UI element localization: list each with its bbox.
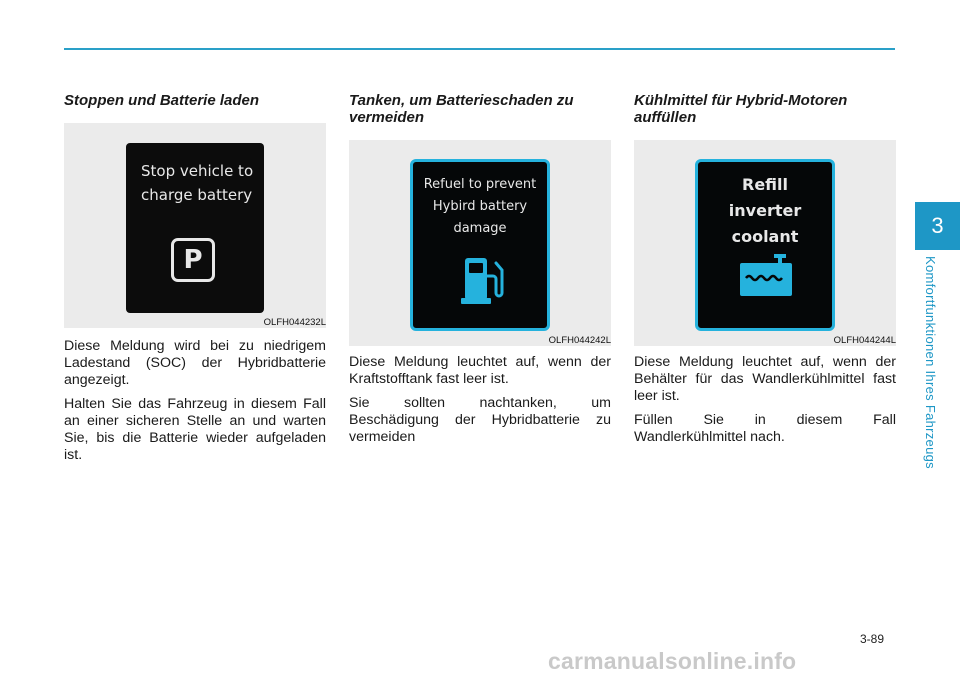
- paragraph: Diese Meldung leuchtet auf, wenn der Behälter für das Wandlerkühlmittel fast leer ist.: [634, 354, 896, 404]
- watermark: carmanualsonline.info: [548, 648, 797, 674]
- section-title: Tanken, um Batterieschaden zu vermeiden: [349, 92, 574, 126]
- section-body: [634, 354, 896, 453]
- park-p-icon: [171, 238, 215, 282]
- paragraph: Halten Sie das Fahrzeug in diesem Fall an einer sicheren Stelle an und warten Sie, bis die Batterie wieder aufgeladen ist.: [64, 396, 326, 463]
- coolant-tank-icon: [738, 254, 794, 298]
- screen-line: charge battery: [141, 186, 253, 204]
- chapter-tab: 3: [915, 202, 960, 250]
- cluster-screen: [695, 159, 835, 331]
- section-title: Stoppen und Batterie laden: [64, 92, 260, 109]
- cluster-screen: [410, 159, 550, 331]
- cluster-screen: [126, 143, 264, 313]
- screen-line: Hybird battery: [432, 199, 528, 214]
- paragraph: Füllen Sie in diesem Fall Wandlerkühlmittel nach.: [634, 412, 896, 445]
- screen-line: Refuel to prevent: [423, 177, 537, 192]
- park-p-letter: P: [183, 245, 203, 275]
- section-body: [349, 354, 611, 453]
- page-number: 3-89: [860, 632, 885, 646]
- screen-line: damage: [453, 221, 507, 236]
- section-title: Kühlmittel für Hybrid-Motoren auffüllen: [634, 92, 848, 126]
- paragraph: Diese Meldung wird bei zu niedrigem Ladestand (SOC) der Hybridbatterie angezeigt.: [64, 338, 326, 388]
- section-coolant: [634, 92, 896, 445]
- screen-line: Stop vehicle to: [141, 162, 254, 180]
- figure-refuel: [349, 140, 611, 346]
- paragraph: Diese Meldung leuchtet auf, wenn der Kraftstofftank fast leer ist.: [349, 354, 611, 387]
- figure-caption: OLFH044242L: [548, 335, 611, 346]
- screen-line: inverter coolant: [728, 201, 802, 246]
- figure-coolant: [634, 140, 896, 346]
- section-body: [64, 338, 326, 471]
- figure-stop-charge: [64, 123, 326, 328]
- header-rule: [64, 48, 895, 50]
- paragraph: Sie sollten nachtanken, um Beschädigung der Hybridbatterie zu vermeiden: [349, 395, 611, 445]
- section-refuel: [349, 92, 611, 445]
- fuel-pump-icon: [461, 254, 511, 306]
- screen-line: Refill: [742, 175, 788, 194]
- chapter-title: Komfortfunktionen Ihres Fahrzeugs: [923, 256, 938, 469]
- figure-caption: OLFH044232L: [263, 317, 326, 328]
- figure-caption: OLFH044244L: [833, 335, 896, 346]
- section-stop-charge: [64, 92, 326, 463]
